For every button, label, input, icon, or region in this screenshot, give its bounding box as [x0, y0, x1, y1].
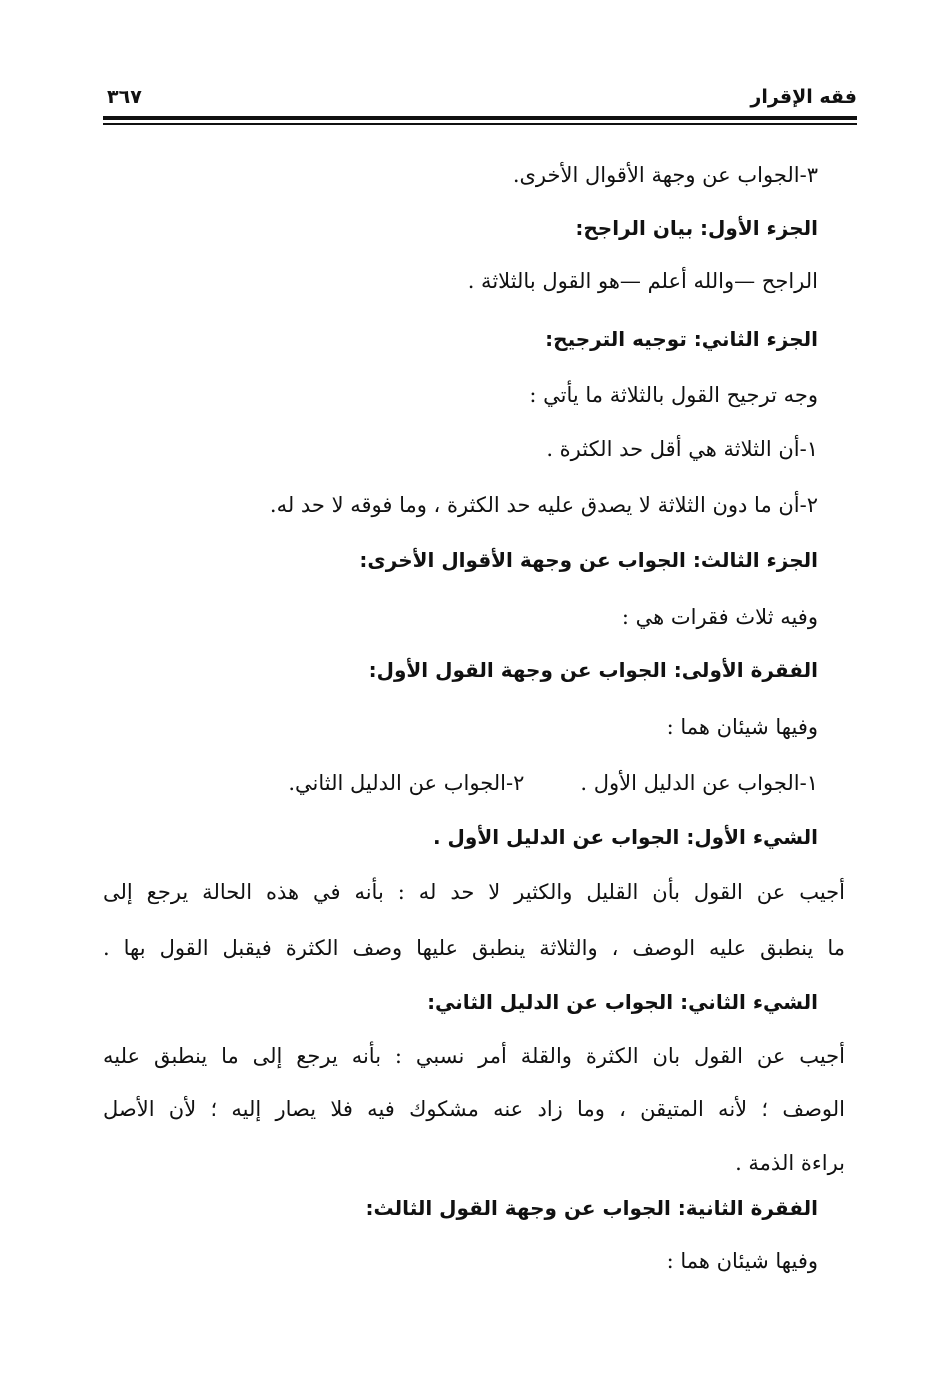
subsection-heading-2: الفقرة الثانية: الجواب عن وجهة القول الثالث:	[365, 1196, 818, 1220]
header-rule-thick	[103, 116, 857, 120]
paragraph-1-line-2: ما ينطبق عليه الوصف ، والثلاثة ينطبق عليها وصف الكثرة فيقبل القول بها .	[103, 936, 845, 960]
item-heading-2: الشيء الثاني: الجواب عن الدليل الثاني:	[427, 990, 818, 1014]
running-title: فقه الإقرار	[750, 86, 857, 108]
section-heading-1: الجزء الأول: بيان الراجح:	[575, 216, 818, 240]
page-number: ٣٦٧	[107, 86, 142, 108]
paragraph-2-line-1: أجيب عن القول بان الكثرة والقلة أمر نسبي : بأنه يرجع إلى ما ينطبق عليه	[103, 1044, 845, 1068]
text-line-4: وفيه ثلاث فقرات هي :	[621, 605, 818, 629]
section-heading-3: الجزء الثالث: الجواب عن وجهة الأقوال الأخرى:	[359, 548, 818, 572]
text-line-5: وفيها شيئان هما :	[666, 715, 818, 739]
list-item-2: ٢-أن ما دون الثلاثة لا يصدق عليه حد الكثرة ، وما فوقه لا حد له.	[269, 493, 818, 517]
list-item-second-answer: ٢-الجواب عن الدليل الثاني.	[288, 771, 525, 795]
text-line-7: وفيها شيئان هما :	[666, 1249, 818, 1273]
paragraph-2-line-2: الوصف ؛ لأنه المتيقن ، وما زاد عنه مشكوك فيه فلا يصار إليه ؛ لأن الأصل	[103, 1097, 845, 1121]
paragraph-2-line-3: براءة الذمة .	[735, 1151, 845, 1175]
item-heading-1: الشيء الأول: الجواب عن الدليل الأول .	[433, 825, 818, 849]
page-header	[103, 84, 857, 118]
paragraph-1-line-1: أجيب عن القول بأن القليل والكثير لا حد له : بأنه في هذه الحالة يرجع إلى	[103, 880, 845, 904]
header-rule-thin	[103, 123, 857, 125]
text-line-1: ٣-الجواب عن وجهة الأقوال الأخرى.	[512, 163, 818, 187]
section-heading-2: الجزء الثاني: توجيه الترجيح:	[545, 327, 818, 351]
list-item-first-answer: ١-الجواب عن الدليل الأول .	[580, 771, 818, 795]
text-line-2: الراجح —والله أعلم —هو القول بالثلاثة .	[467, 269, 818, 293]
list-item-1: ١-أن الثلاثة هي أقل حد الكثرة .	[546, 437, 818, 461]
text-line-3: وجه ترجيح القول بالثلاثة ما يأتي :	[529, 383, 818, 407]
text-line-6	[288, 768, 818, 798]
subsection-heading-1: الفقرة الأولى: الجواب عن وجهة القول الأول:	[368, 658, 818, 682]
